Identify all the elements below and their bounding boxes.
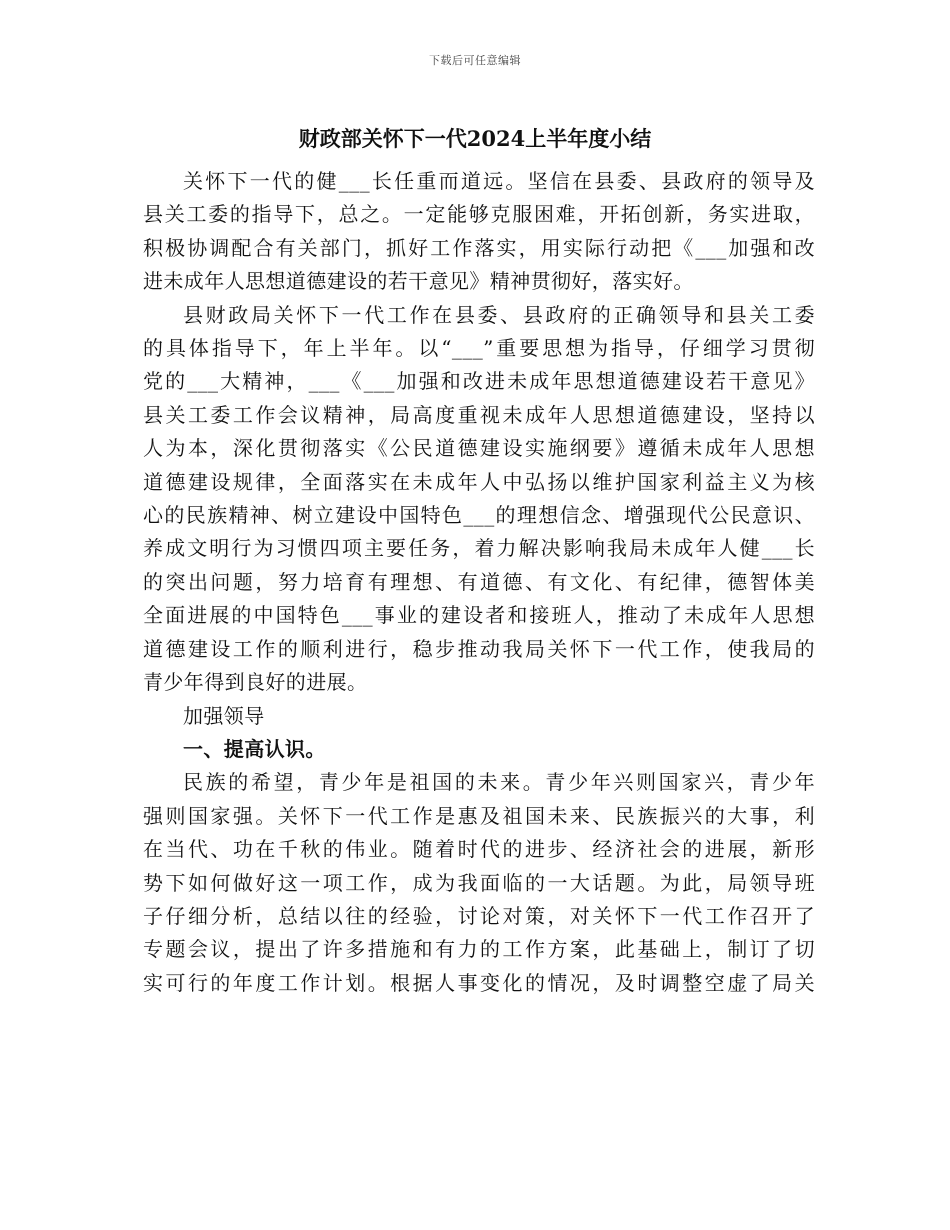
text-line: 进未成年人思想道德建设的若干意见》精神贯彻好，落实好。: [143, 269, 694, 294]
text-line: 道德建设规律，全面落实在未成年人中弘扬以维护国家利益主义为核: [143, 469, 815, 494]
text-line: 县关工委的指导下，总之。一定能够克服困难，开拓创新，务实进取，: [143, 202, 815, 227]
text-line: 的具体指导下，年上半年。以“___”重要思想为指导，仔细学习贯彻: [143, 336, 815, 361]
text-line: 在当代、功在千秋的伟业。随着时代的进步、经济社会的进展，新形: [143, 837, 815, 862]
text-line: 养成文明行为习惯四项主要任务，着力解决影响我局未成年人健___长: [143, 536, 815, 561]
text-line: 势下如何做好这一项工作，成为我面临的一大话题。为此，局领导班: [143, 870, 815, 895]
paragraph: [143, 299, 815, 700]
text-line: 道德建设工作的顺利进行，稳步推动我局关怀下一代工作，使我局的: [143, 636, 815, 661]
text-line: 党的___大精神，___《___加强和改进未成年思想道德建设若干意见》: [143, 369, 815, 394]
section-heading: [143, 733, 815, 766]
text-line: 心的民族精神、树立建设中国特色___的理想信念、增强现代公民意识、: [143, 503, 815, 528]
text-line: 关怀下一代的健___长任重而道远。坚信在县委、县政府的领导及: [183, 169, 815, 193]
text-line: 专题会议，提出了许多措施和有力的工作方案，此基础上，制订了切: [143, 937, 815, 962]
text-line: 一、提高认识。: [183, 736, 326, 761]
text-line: 积极协调配合有关部门，抓好工作落实，用实际行动把《___加强和改: [143, 235, 815, 260]
text-line: 子仔细分析，总结以往的经验，讨论对策，对关怀下一代工作召开了: [143, 903, 815, 928]
text-line: 实可行的年度工作计划。根据人事变化的情况，及时调整空虚了局关: [143, 970, 815, 995]
text-line: 县关工委工作会议精神，局高度重视未成年人思想道德建设，坚持以: [143, 402, 815, 427]
paragraph: [143, 165, 815, 299]
text-line: 人为本，深化贯彻落实《公民道德建设实施纲要》遵循未成年人思想: [143, 436, 815, 461]
document-body: [143, 165, 815, 1000]
text-line: 县财政局关怀下一代工作在县委、县政府的正确领导和县关工委: [183, 302, 815, 327]
text-line: 的突出问题，努力培育有理想、有道德、有文化、有纪律，德智体美: [143, 569, 815, 594]
text-line: 青少年得到良好的进展。: [143, 670, 368, 695]
paragraph: [143, 700, 815, 733]
text-line: 全面进展的中国特色___事业的建设者和接班人，推动了未成年人思想: [143, 603, 815, 628]
paragraph: [143, 766, 815, 1000]
document-title: 财政部关怀下一代2024上半年度小结: [298, 126, 652, 151]
text-line: 强则国家强。关怀下一代工作是惠及祖国未来、民族振兴的大事，利: [143, 803, 815, 828]
text-line: 民族的希望，青少年是祖国的未来。青少年兴则国家兴，青少年: [183, 770, 815, 795]
page-header: 下载后可任意编辑: [429, 54, 521, 67]
text-line: 加强领导: [183, 703, 265, 728]
